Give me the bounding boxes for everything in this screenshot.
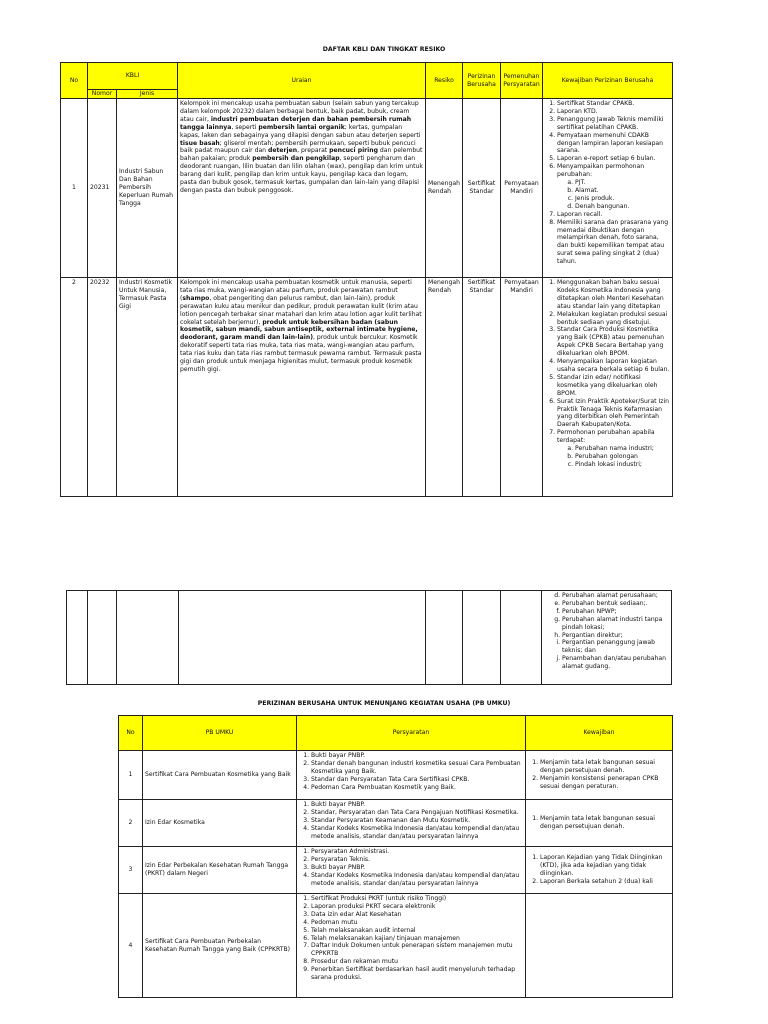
- row-no: 1: [119, 751, 143, 800]
- text: , seperti: [231, 123, 259, 131]
- row-perizinan: Sertifikat Standar: [463, 99, 501, 278]
- row-no: 2: [61, 278, 88, 497]
- bold-text: pembersih lantai organik: [258, 123, 345, 131]
- list-item: b. Alamat.: [575, 187, 670, 195]
- table-row: [119, 751, 673, 800]
- list-item: 1. Menjamin tata letak bangunan sesuai dengan persetujuan denah.: [540, 759, 670, 775]
- header-resiko: Resiko: [426, 63, 463, 99]
- pb-umku-table: [118, 715, 673, 998]
- list-item: 1. Menggunakan bahan baku sesuai Kodeks Kosmetika Indonesia yang ditetapkan oleh Menteri Kesehatan atau standar lain yang ditetapkan: [557, 279, 670, 311]
- header-kbli: KBLI: [88, 63, 178, 90]
- header-persyaratan: Persyaratan: [297, 716, 526, 751]
- bold-text: shampo: [182, 294, 210, 302]
- bold-text: pencuci piring: [329, 147, 378, 155]
- pb-umku-title: PERIZINAN BERUSAHA UNTUK MENUNJANG KEGIATAN USAHA (PB UMKU): [257, 700, 511, 707]
- row-kewajiban: [543, 278, 673, 497]
- list-item: 3. Standar dan Persyaratan Tata Cara Sertifikasi CPKB.: [311, 776, 523, 784]
- list-item: 8. Prosedur dan rekaman mutu: [311, 958, 523, 966]
- list-item: b. Perubahan golongan: [575, 453, 670, 461]
- row-persyaratan: [297, 800, 526, 847]
- list-item: 1. Bukti bayar PNBP.: [311, 752, 523, 760]
- list-item: 7. Permohonan perubahan apabila terdapat: a. Perubahan nama industri; b. Perubahan golongan c. Pindah lokasi industri;: [557, 429, 670, 469]
- bold-text: industri pembuatan deterjen dan bahan pembersih rumah tangga lainnya: [180, 115, 412, 131]
- text: ; gliserol mentah; pembersih permukaan, seperti bubuk pencuci baik padat maupun cair dan: [180, 139, 416, 155]
- row-no: 2: [119, 800, 143, 847]
- list-item: 5. Laporan e-report setiap 6 bulan.: [557, 155, 670, 163]
- header-nomor: Nomor: [88, 90, 117, 99]
- list-item: 2. Standar, Persyaratan dan Tata Cara Pengajuan Notifikasi Kosmetika.: [311, 809, 523, 817]
- list-item: 4. Pemyataan memenuhi CDAKB dengan lampiran laporan kesiapan sarana.: [557, 132, 670, 156]
- bold-text: pembersih dan pengkilap: [252, 155, 340, 163]
- header-kewajiban: Kewajiban: [526, 716, 673, 751]
- row-jenis: Industri Kosmetik Untuk Manusia, Termasuk Pasta Gigi: [117, 278, 178, 497]
- row-uraian: [178, 278, 426, 497]
- row-no: 3: [119, 847, 143, 894]
- text: Kelompok ini mencakup usaha pembuatan kosmetik untuk manusia, seperti tata rias muka, wangi-wangian atau parfum, produk perawatan rambut (: [180, 279, 412, 302]
- row-nomor: 20232: [88, 278, 117, 497]
- list-item: h. Pergantian direktur;: [562, 632, 669, 640]
- row-kewajiban: [526, 894, 673, 998]
- list-item: 2. Laporan KTD.: [557, 108, 670, 116]
- list-item: j. Penambahan dan/atau perubahan alamat gudang.: [562, 655, 669, 671]
- kbli-risk-table-continued: [66, 590, 672, 685]
- list-item: 2. Standar denah bangunan industri kosmetika sesuai Cara Pembuatan Kosmetika yang Baik.: [311, 760, 523, 776]
- list-item: 4. Standar Kodeks Kosmetika Indonesia dan/atau kompendial dan/atau metode analisis, standar dan/atau persyaratan lainnya: [311, 872, 523, 888]
- row-no: 1: [61, 99, 88, 278]
- text: Kelompok ini mencakup usaha pembuatan sabun (selain sabun yang tercakup dalam kelompok 20232) dalam berbagai bentuk, baik padat, bubuk, cream atau cair,: [180, 100, 419, 123]
- row-pb-umku: Sertifikat Cara Pembuatan Kosmetika yang Baik: [143, 751, 297, 800]
- list-item: 3. Standar Persyaratan Keamanan dan Mutu Kosmetik.: [311, 817, 523, 825]
- list-item: 1. Bukti bayar PNBP.: [311, 801, 523, 809]
- list-item: 4. Pedoman Cara Pembuatan Kosmetik yang Baik.: [311, 784, 523, 792]
- list-item: 6. Surat Izin Praktik Apoteker/Surat Izin Praktik Tenaga Teknis Kefarmasian yang diterbitkan oleh Pemerintah Daerah Kabupaten/Kota.: [557, 398, 670, 430]
- list-item: 2. Menjamin konsistensi penerapan CPKB sesuai dengan peraturan.: [540, 775, 670, 791]
- list-item: 5. Standar izin edar/ notifikasi kosmetika yang dikeluarkan oleh BPOM.: [557, 374, 670, 398]
- row-kewajiban: [526, 751, 673, 800]
- bold-text: tisue basah: [180, 139, 220, 147]
- list-item: 5. Telah melaksanakan audit internal: [311, 927, 523, 935]
- list-item: 2. Laporan Berkala setahun 2 (dua) kali: [540, 878, 670, 886]
- list-item: 1. Sertifikat Produksi PKRT (untuk risiko Tinggi): [311, 895, 523, 903]
- list-item: 1. Persyaratan Administrasi.: [311, 848, 523, 856]
- list-item: 7. Daftar Induk Dokumen untuk penerapan sistem manajemen mutu CPPKRTB: [311, 942, 523, 958]
- text: , preparat: [297, 147, 330, 155]
- list-item: 4. Pedoman mutu: [311, 919, 523, 927]
- header-kewajiban: Kewajiban Perizinan Berusaha: [543, 63, 673, 99]
- row-nomor: 20231: [88, 99, 117, 278]
- list-item: 2. Melakukan kegiatan produksi sesuai bentuk sediaan yang disetujui.: [557, 311, 670, 327]
- header-no: No: [119, 716, 143, 751]
- text: ; kertas, gumpalan kapas, laken dan sebagainya yang dilapisi dengan sabun atau deterjen seperti: [180, 123, 421, 139]
- row-pb-umku: Izin Edar Perbekalan Kesehatan Rumah Tangga (PKRT) dalam Negeri: [143, 847, 297, 894]
- text: , produk untuk bercukur. Kosmetik dekoratif seperti tata rias muka, tata rias mata, wangi-wangian atau parfum, tata rias kuku dan tata rias rambut termasuk pewarna rambut. Termasuk pasta gigi dan produk untuk menjaga higienitas mulut, termasuk produk kosmetik pemutih gigi.: [180, 334, 422, 373]
- header-pb-umku: PB UMKU: [143, 716, 297, 751]
- text: dan pelembut bahan pakaian; produk: [180, 147, 423, 163]
- row-uraian: [178, 99, 426, 278]
- list-item: c. Jenis produk.: [575, 195, 670, 203]
- table-row: [67, 591, 672, 685]
- text: , seperti pengharum dan deodorant ruangan, lilin buatan dan lilin olahan (wax), pengilap dan krim untuk barang dari kulit, pengilap dan krim untuk kayu, pengilap kaca dan logam, pasta dan bubuk gosok, termasuk kertas, gumpalan dan lain-lain yang dilapisi dengan pasta dan bubuk penggosok.: [180, 155, 423, 194]
- list-item: g. Perubahan alamat industri tanpa pindah lokasi;: [562, 616, 669, 632]
- row-kewajiban: [543, 99, 673, 278]
- list-item: e. Perubahan bentuk sediaan;.: [562, 600, 669, 608]
- text: , obat pengeriting dan pelurus rambut, dan lain-lain), produk perawatan kuku atau menikur dan pedikur, produk perawatan kulit (krim atau lotion pencegah terbakar sinar matahari dan krim atau lotion agar kulit terlihat cokelat setelah berjemur),: [180, 294, 422, 326]
- row-perizinan: Sertifikat Standar: [463, 278, 501, 497]
- header-perizinan: Perizinan Berusaha: [463, 63, 501, 99]
- row-pb-umku: Izin Edar Kosmetika: [143, 800, 297, 847]
- list-item: 4. Menyampaikan laporan kegiatan usaha secara berkala setiap 6 bulan.: [557, 358, 670, 374]
- row-pemenuhan: Pernyataan Mandiri: [501, 278, 543, 497]
- row-persyaratan: [297, 847, 526, 894]
- list-item: 8. Memiliki sarana dan prasarana yang memadai dibuktikan dengan melampirkan denah, foto sarana, dan bukti kepemilikan tempat atau surat sewa paling singkat 2 (dua) tahun.: [557, 219, 670, 266]
- list-item: 6. Telah melaksanakan kajian/ tinjauan manajemen: [311, 935, 523, 943]
- header-no: No: [61, 63, 88, 99]
- list-item: 3. Standar Cara Produksi Kosmetika yang Baik (CPKB) atau pemenuhan Aspek CPKB Secara Bertahap yang dikeluarkan oleh BPOM.: [557, 326, 670, 358]
- list-item: 1. Sertifikat Standar CPAKB.: [557, 100, 670, 108]
- bold-text: deterjen: [267, 147, 298, 155]
- bold-text: produk untuk kebersihan badan (sabun kosmetik, sabun mandi, sabun antiseptik, external intimate hygiene, deodorant, garam mandi dan lain-lain): [180, 318, 418, 342]
- header-jenis: Jenis: [117, 90, 178, 99]
- list-item: c. Pindah lokasi industri;: [575, 461, 670, 469]
- row-kewajiban: [526, 800, 673, 847]
- row-kewajiban: [542, 591, 672, 685]
- list-item: i. Pergantian penanggung jawab teknis; dan: [562, 639, 669, 655]
- kbli-risk-table: [60, 62, 673, 497]
- header-pemenuhan: Pemenuhan Persyaratan: [501, 63, 543, 99]
- table-row: [119, 894, 673, 998]
- table-row: [61, 278, 673, 497]
- table-row: [61, 99, 673, 278]
- list-item: a. PJT.: [575, 179, 670, 187]
- list-item: 2. Laporan produksi PKRT secara elektronik: [311, 903, 523, 911]
- list-item: 1. Menjamin tata letak bangunan sesuai dengan persetujuan denah.: [540, 815, 670, 831]
- list-item: 3. Bukti bayar PNBP.: [311, 864, 523, 872]
- list-item: 3. Data izin edar Alat Kesehatan: [311, 911, 523, 919]
- list-item: f. Perubahan NPWP;: [562, 608, 669, 616]
- row-pb-umku: Sertifikat Cara Pembuatan Perbekalan Kesehatan Rumah Tangga yang Baik (CPPKRTB): [143, 894, 297, 998]
- list-item: 2. Persyaratan Teknis.: [311, 856, 523, 864]
- row-persyaratan: [297, 751, 526, 800]
- row-no: 4: [119, 894, 143, 998]
- list-item: 6. Menyampaikan permohonan perubahan: a. PJT. b. Alamat. c. Jenis produk. d. Denah bangunan.: [557, 163, 670, 210]
- list-item: a. Perubahan nama industri;: [575, 445, 670, 453]
- row-resiko: Menengah Rendah: [426, 278, 463, 497]
- row-jenis: Industri Sabun Dan Bahan Pembersih Keperluan Rumah Tangga: [117, 99, 178, 278]
- list-item: 7. Laporan recall.: [557, 211, 670, 219]
- row-resiko: Menengah Rendah: [426, 99, 463, 278]
- list-item: 9. Penerbitan Sertifikat berdasarkan hasil audit menyeluruh terhadap sarana produksi.: [311, 966, 523, 982]
- list-item: 1. Laporan Kejadian yang Tidak Diinginkan (KTD), jika ada kejadian yang tidak diinginkan.: [540, 854, 670, 878]
- header-uraian: Uraian: [178, 63, 426, 99]
- list-item: d. Perubahan alamat perusahaan;: [562, 592, 669, 600]
- table-row: [119, 847, 673, 894]
- row-persyaratan: [297, 894, 526, 998]
- row-kewajiban: [526, 847, 673, 894]
- row-pemenuhan: Pernyataan Mandiri: [501, 99, 543, 278]
- list-item: 3. Penanggung Jawab Teknis memiliki sertifikat pelatihan CPAKB.: [557, 116, 670, 132]
- list-item: d. Denah bangunan.: [575, 203, 670, 211]
- kbli-table-title: DAFTAR KBLI DAN TINGKAT RESIKO: [322, 46, 446, 53]
- table-row: [119, 800, 673, 847]
- list-item: 4. Standar Kodeks Kosmetika Indonesia dan/atau kompendial dan/atau metode analisis, standar dan/atau persyaratan lainnya: [311, 825, 523, 841]
